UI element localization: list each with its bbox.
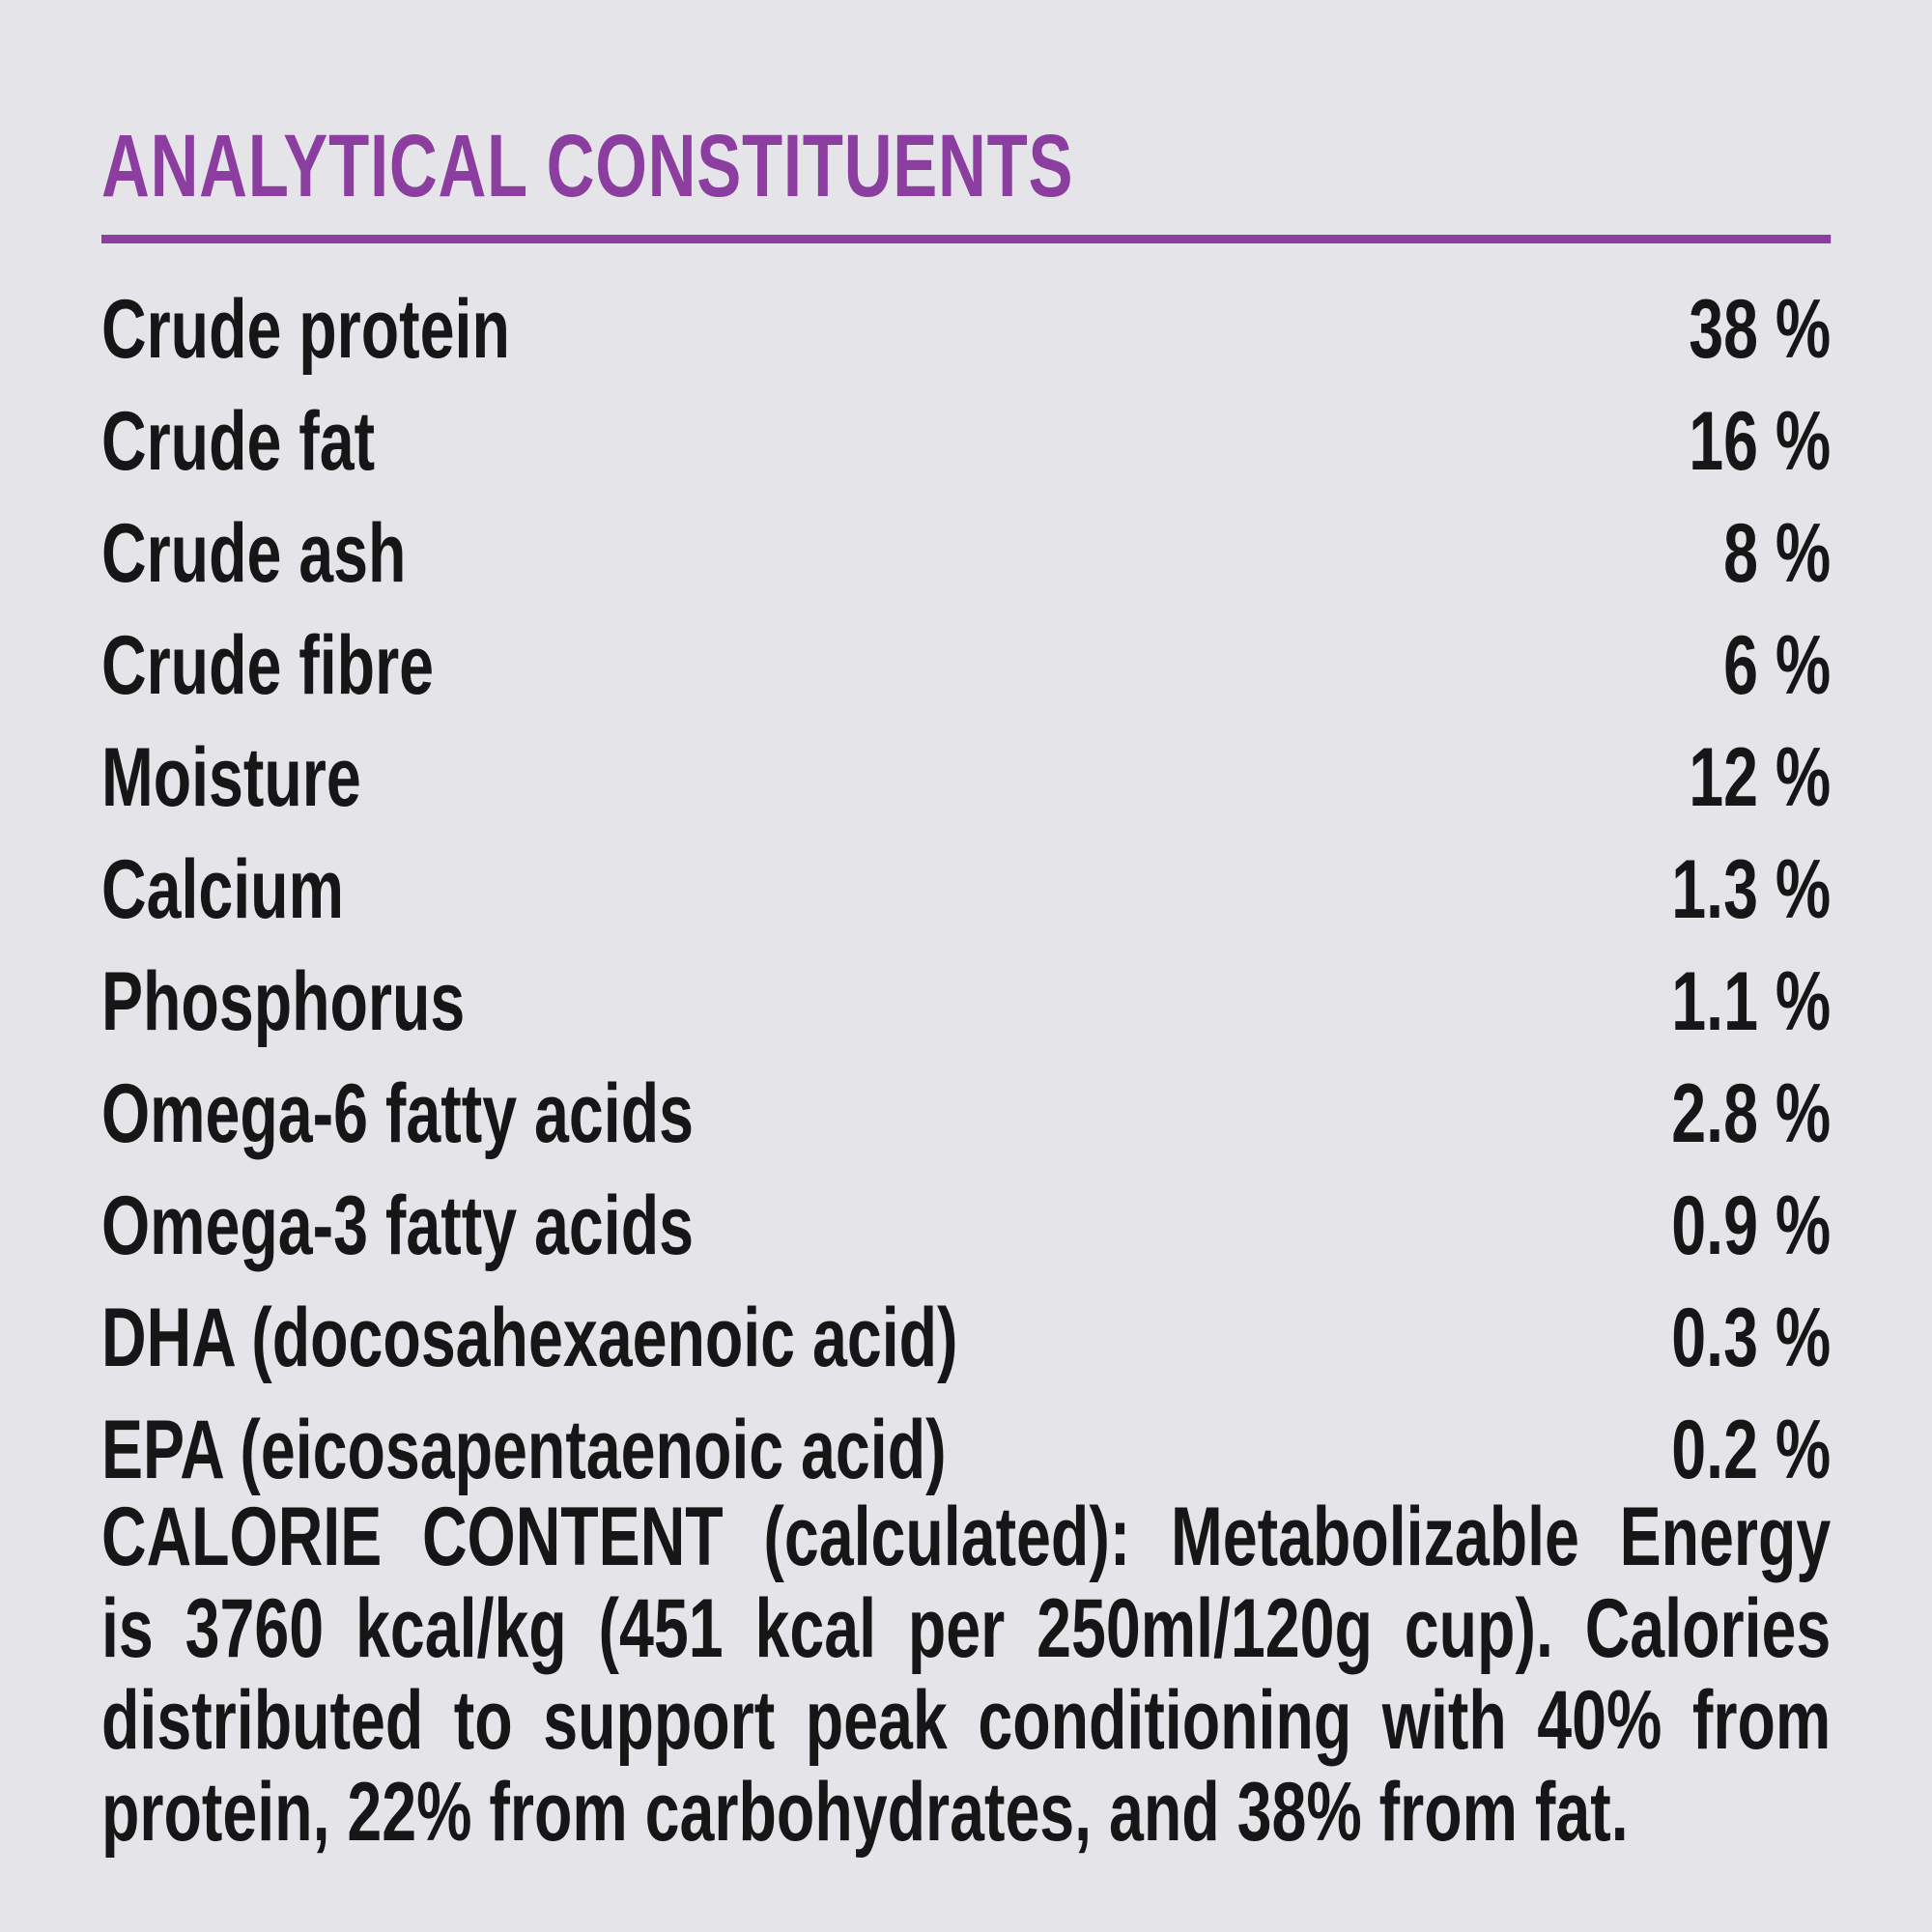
constituent-value: 38 % — [1689, 283, 1832, 376]
table-row — [101, 1058, 1831, 1170]
constituent-label: Crude fat — [101, 395, 376, 488]
constituent-label: Omega-3 fatty acids — [101, 1179, 694, 1272]
constituent-value: 6 % — [1723, 619, 1832, 712]
table-row — [101, 1282, 1831, 1394]
title-underline — [101, 235, 1831, 243]
constituent-value: 8 % — [1723, 507, 1832, 600]
constituent-value: 2.8 % — [1671, 1067, 1832, 1160]
table-row — [101, 946, 1831, 1058]
table-row — [101, 1170, 1831, 1282]
table-row — [101, 722, 1831, 834]
calorie-content-line: protein, 22% from carbohydrates, and 38% from fat. — [101, 1766, 1629, 1859]
table-row — [101, 834, 1831, 946]
constituent-value: 16 % — [1689, 395, 1832, 488]
table-row — [101, 385, 1831, 497]
analytical-constituents-panel — [101, 0, 1831, 1932]
calorie-content-line: distributed to support peak conditioning with 40% from — [101, 1674, 1832, 1767]
calorie-content-line: CALORIE CONTENT (calculated): Metabolizable Energy — [101, 1491, 1832, 1583]
constituents-table — [101, 273, 1831, 1506]
constituent-value: 12 % — [1689, 731, 1832, 824]
constituent-label: Phosphorus — [101, 955, 466, 1048]
panel-title: ANALYTICAL CONSTITUENTS — [101, 117, 1074, 215]
constituent-value: 0.9 % — [1671, 1179, 1832, 1272]
constituent-label: Crude ash — [101, 507, 407, 600]
table-row — [101, 273, 1831, 385]
calorie-content-paragraph — [101, 1492, 1831, 1859]
constituent-value: 0.2 % — [1671, 1404, 1832, 1496]
constituent-label: DHA (docosahexaenoic acid) — [101, 1292, 958, 1384]
constituent-label: EPA (eicosapentaenoic acid) — [101, 1404, 947, 1496]
constituent-label: Crude protein — [101, 283, 510, 376]
calorie-content-line: is 3760 kcal/kg (451 kcal per 250ml/120g cup). Calories — [101, 1582, 1832, 1675]
constituent-label: Moisture — [101, 731, 361, 824]
constituent-label: Calcium — [101, 843, 344, 936]
table-row — [101, 1394, 1831, 1506]
constituent-label: Omega-6 fatty acids — [101, 1067, 694, 1160]
constituent-value: 0.3 % — [1671, 1292, 1832, 1384]
table-row — [101, 497, 1831, 610]
constituent-value: 1.1 % — [1671, 955, 1832, 1048]
table-row — [101, 610, 1831, 722]
constituent-label: Crude fibre — [101, 619, 435, 712]
constituent-value: 1.3 % — [1671, 843, 1832, 936]
